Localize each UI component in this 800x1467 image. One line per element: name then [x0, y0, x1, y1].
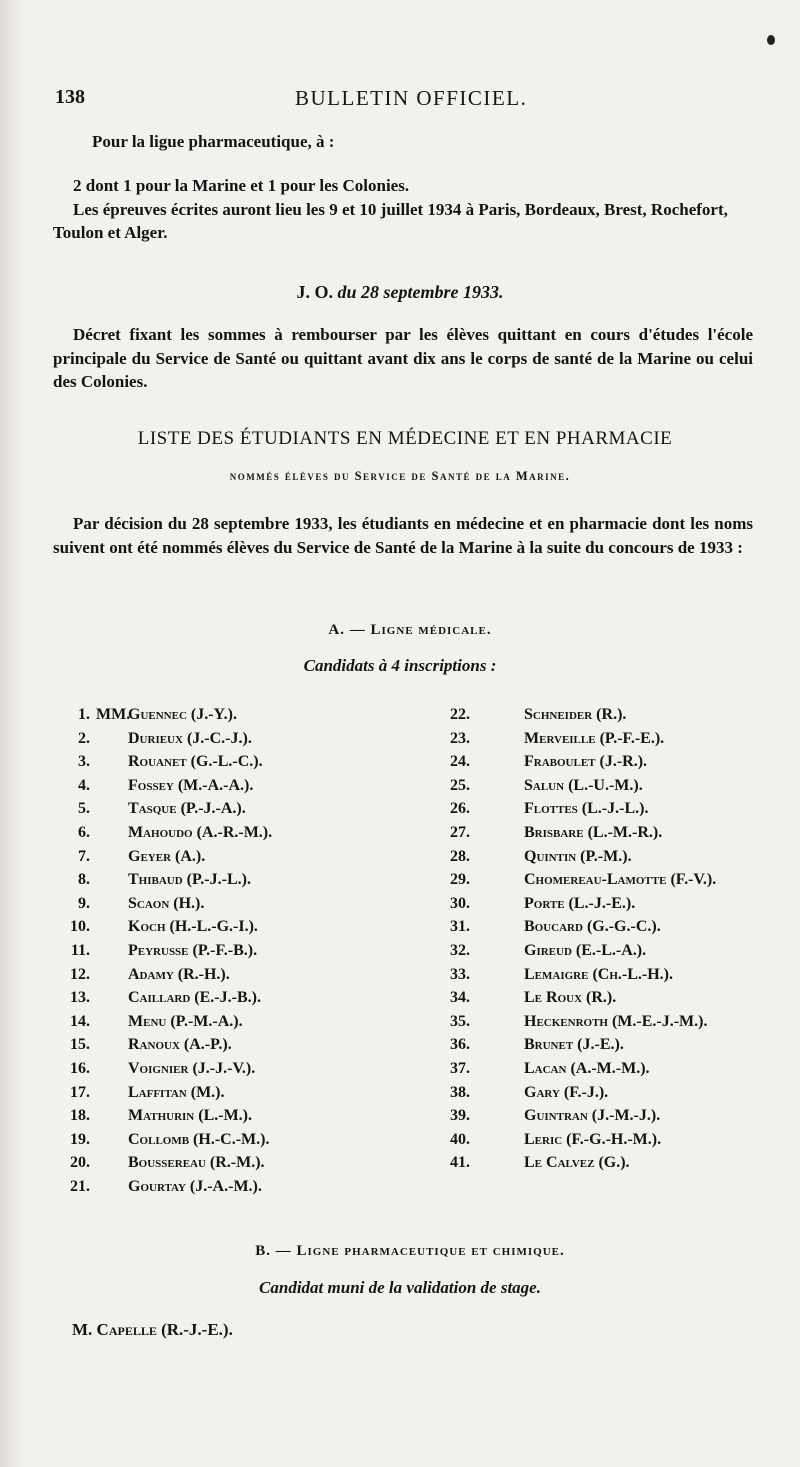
candidate-row [50, 824, 390, 848]
candidate-rank: 30. [450, 894, 470, 912]
candidate-rank: 1. [78, 706, 90, 723]
section-a-title: A. — Ligne médicale. [328, 622, 492, 638]
section-b-entry: M. Capelle (R.-J.-E.). [72, 1320, 233, 1339]
intro-paragraph [53, 174, 753, 245]
candidate-rank: 6. [78, 824, 90, 841]
candidate-name: Lemaigre (Ch.-L.-H.). [524, 965, 673, 983]
candidate-row [50, 895, 390, 919]
running-title: BULLETIN OFFICIEL. [295, 86, 528, 110]
candidate-rank: 33. [450, 965, 470, 983]
candidate-row [50, 1060, 390, 1084]
candidate-name: Laffitan (M.). [128, 1083, 225, 1101]
decision-paragraph [53, 512, 753, 559]
candidate-rank: 21. [70, 1178, 90, 1195]
candidate-row [50, 1084, 390, 1108]
candidate-rank: 37. [450, 1060, 470, 1077]
candidate-rank: 25. [450, 776, 470, 794]
jo-date: du 28 septembre 1933. [337, 282, 504, 302]
candidate-rank: 29. [450, 871, 470, 889]
candidate-name: Flottes (L.-J.-L.). [524, 800, 649, 818]
candidate-name: Caillard (E.-J.-B.). [128, 989, 261, 1007]
candidate-name: Tasque (P.-J.-A.). [128, 800, 246, 818]
candidate-row [50, 942, 390, 966]
section-b-subtitle: Candidat muni de la validation de stage. [259, 1278, 541, 1297]
candidate-row [50, 871, 390, 895]
candidate-row [50, 1013, 390, 1037]
candidate-row [50, 730, 390, 754]
candidate-name: Fossey (M.-A.-A.). [128, 776, 254, 794]
candidate-name: Voignier (J.-J.-V.). [128, 1060, 256, 1077]
candidate-name: Menu (P.-M.-A.). [128, 1012, 243, 1030]
candidate-name: Le Calvez (G.). [524, 1154, 630, 1172]
candidate-rank: 7. [78, 847, 90, 865]
candidate-row [430, 777, 770, 801]
candidate-name: Peyrusse (P.-F.-B.). [128, 942, 258, 959]
candidate-rank: 31. [450, 918, 470, 936]
candidate-rank: 14. [70, 1012, 90, 1030]
journal-officiel-heading [0, 282, 800, 303]
candidate-name: Chomereau-Lamotte (F.-V.). [524, 871, 717, 889]
candidate-name: Guintran (J.-M.-J.). [524, 1107, 661, 1125]
candidate-rank: 9. [78, 894, 90, 912]
candidate-row [430, 1060, 770, 1084]
candidate-name: Le Roux (R.). [524, 989, 617, 1007]
decision-text: Par décision du 28 septembre 1933, les étudiants en médecine et en pharmacie dont les noms suivent ont été nommés élèves du Service de Santé de la Marine à la suite du concours de 1933 : [53, 514, 753, 557]
candidate-rank: 41. [450, 1154, 470, 1172]
candidate-row [50, 918, 390, 942]
candidate-row [430, 730, 770, 754]
candidate-row [430, 871, 770, 895]
page-number: 138 [55, 86, 85, 108]
candidate-rank: 24. [450, 753, 470, 771]
candidate-row [50, 848, 390, 872]
candidate-rank: 40. [450, 1130, 470, 1148]
candidate-row [50, 1154, 390, 1178]
candidate-rank: 28. [450, 847, 470, 865]
candidate-row [430, 800, 770, 824]
candidate-rank: 11. [70, 942, 90, 959]
candidate-rank: 15. [70, 1036, 90, 1054]
candidate-rank: 36. [450, 1036, 470, 1054]
list-title: LISTE DES ÉTUDIANTS EN MÉDECINE ET EN PHARMACIE [137, 428, 673, 449]
candidate-row [430, 753, 770, 777]
candidate-rank: 32. [450, 942, 470, 959]
candidate-row [430, 1013, 770, 1037]
candidate-name: Quintin (P.-M.). [524, 847, 632, 865]
candidate-name: Salun (L.-U.-M.). [524, 776, 643, 794]
candidate-rank: 22. [450, 706, 470, 723]
candidate-name: Gireud (E.-L.-A.). [524, 942, 647, 959]
candidate-name: Guennec (J.-Y.). [128, 706, 237, 723]
candidate-rank: 16. [70, 1060, 90, 1077]
candidate-name: Geyer (A.). [128, 847, 206, 865]
candidate-name: Lacan (A.-M.-M.). [524, 1060, 650, 1077]
candidate-row [430, 966, 770, 990]
intro-line-3: Les épreuves écrites auront lieu les 9 et 10 juillet 1934 à Paris, Bordeaux, Brest, Rochefort, Toulon et Alger. [53, 199, 728, 242]
candidate-row [50, 966, 390, 990]
candidate-rank: 19. [70, 1130, 90, 1148]
candidate-row [430, 1107, 770, 1131]
candidate-name: Durieux (J.-C.-J.). [128, 729, 252, 747]
mm-prefix: MM. [96, 706, 131, 723]
candidate-name: Collomb (H.-C.-M.). [128, 1130, 270, 1148]
candidate-row [430, 848, 770, 872]
candidate-name: Heckenroth (M.-E.-J.-M.). [524, 1012, 708, 1030]
intro-line-1: Pour la ligue pharmaceutique, à : [92, 132, 335, 151]
candidate-name: Gary (F.-J.). [524, 1083, 609, 1101]
candidate-rank: 39. [450, 1107, 470, 1125]
candidate-rank: 26. [450, 800, 470, 818]
candidate-rank: 18. [70, 1107, 90, 1125]
candidate-row [430, 1131, 770, 1155]
candidate-name: Fraboulet (J.-R.). [524, 753, 648, 771]
candidate-rank: 3. [78, 753, 90, 771]
candidate-rank: 38. [450, 1083, 470, 1101]
candidate-rank: 23. [450, 729, 470, 747]
candidate-rank: 10. [70, 918, 90, 936]
candidate-name: Koch (H.-L.-G.-I.). [128, 918, 258, 936]
candidate-rank: 2. [78, 729, 90, 747]
candidate-row [430, 824, 770, 848]
candidate-row [430, 989, 770, 1013]
candidate-row [430, 1154, 770, 1178]
candidate-name: Schneider (R.). [524, 706, 627, 723]
candidate-row [430, 895, 770, 919]
candidate-rank: 35. [450, 1012, 470, 1030]
candidate-rank: 20. [70, 1154, 90, 1172]
candidate-row [50, 753, 390, 777]
candidate-row [50, 1036, 390, 1060]
intro-line-2: 2 dont 1 pour la Marine et 1 pour les Colonies. [73, 176, 410, 195]
decree-text: Décret fixant les sommes à rembourser par les élèves quittant en cours d'études l'école principale du Service de Santé ou quittant avant dix ans le corps de santé de la Marine ou celui des Colonies. [53, 325, 753, 391]
candidate-name: Thibaud (P.-J.-L.). [128, 871, 251, 889]
candidate-row [50, 777, 390, 801]
candidate-name: Mahoudo (A.-R.-M.). [128, 824, 273, 841]
list-subtitle: nommés élèves du Service de Santé de la Marine. [229, 469, 571, 483]
candidate-name: Adamy (R.-H.). [128, 965, 230, 983]
candidate-name: Merveille (P.-F.-E.). [524, 729, 665, 747]
candidate-name: Rouanet (G.-L.-C.). [128, 753, 263, 771]
candidate-row [430, 918, 770, 942]
candidate-rank: 12. [70, 965, 90, 983]
candidate-row [50, 1131, 390, 1155]
section-b-title: B. — Ligne pharmaceutique et chimique. [255, 1243, 565, 1259]
candidate-name: Leric (F.-G.-H.-M.). [524, 1130, 662, 1148]
candidate-name: Boussereau (R.-M.). [128, 1154, 265, 1172]
candidate-rank: 34. [450, 989, 470, 1007]
decree-paragraph [53, 323, 753, 394]
ink-speck [767, 35, 775, 45]
candidate-name: Gourtay (J.-A.-M.). [128, 1178, 262, 1195]
page-header [55, 86, 760, 116]
candidate-rank: 4. [78, 776, 90, 794]
candidate-name: Brunet (J.-E.). [524, 1036, 624, 1054]
candidate-rank: 8. [78, 871, 90, 889]
candidate-row [430, 706, 770, 730]
candidate-name: Porte (L.-J.-E.). [524, 894, 636, 912]
candidate-row [50, 800, 390, 824]
candidate-name: Brisbare (L.-M.-R.). [524, 824, 663, 841]
candidate-row [430, 942, 770, 966]
candidate-row [50, 706, 390, 730]
candidate-row [430, 1084, 770, 1108]
candidate-name: Ranoux (A.-P.). [128, 1036, 232, 1054]
candidate-row [430, 1036, 770, 1060]
candidate-row [50, 989, 390, 1013]
section-a-subtitle: Candidats à 4 inscriptions : [303, 656, 497, 675]
candidate-name: Scaon (H.). [128, 894, 205, 912]
candidate-row [50, 1107, 390, 1131]
candidate-rank: 5. [78, 800, 90, 818]
candidate-row [50, 1178, 390, 1202]
candidate-name: Mathurin (L.-M.). [128, 1107, 252, 1125]
jo-prefix: J. O. [296, 282, 333, 302]
candidate-name: Boucard (G.-G.-C.). [524, 918, 661, 936]
candidate-rank: 27. [450, 824, 470, 841]
candidate-rank: 17. [70, 1083, 90, 1101]
candidate-rank: 13. [70, 989, 90, 1007]
